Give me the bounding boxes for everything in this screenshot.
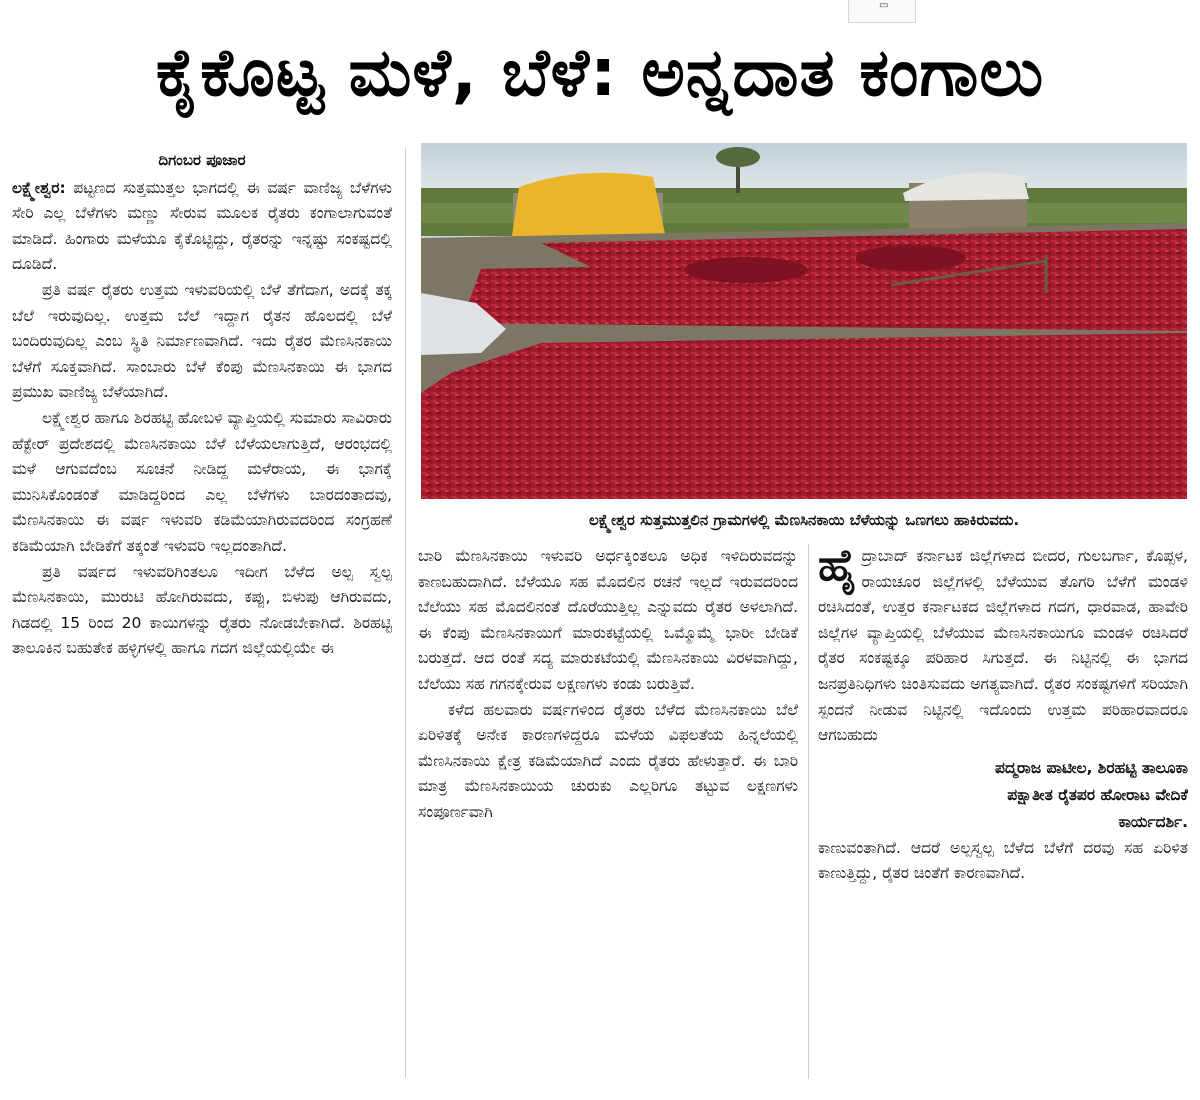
sidebar-paragraph [818,544,1188,749]
dateline: ಲಕ್ಷ್ಮೇಶ್ವರ: [12,178,66,197]
yellow-tarp-stack [511,173,667,243]
paragraph [12,176,392,278]
paragraph: ಕಳೆದ ಹಲವಾರು ವರ್ಷಗಳಿಂದ ರೈತರು ಬೆಳೆದ ಮೆಣಸಿನಕಾಯಿ ಬೆಲೆ ಏರಿಳಿತಕ್ಕೆ ಅನೇಕ ಕಾರಣಗಳಿದ್ದರೂ ಮಳೆಯ ವಿಫಲತೆಯ ಹಿನ್ನಲೆಯಲ್ಲಿ ಮೆಣಸಿನಕಾಯಿ ಕ್ಷೇತ್ರ ಕಡಿಮೆಯಾಗಿದೆ ಎಂದು ರೈತರು ಹೇಳುತ್ತಾರೆ. ಈ ಬಾರಿ ಮಾತ್ರ ಮೆಣಸಿನಕಾಯಿಯ ಚುರುಕು ಎಲ್ಲರಿಗೂ ತಟ್ಟುವ ಲಕ್ಷಣಗಳು ಸಂಪೂರ್ಣವಾಗಿ [418,700,798,821]
signature-block [818,755,1188,836]
corner-tab-icon: ▭ [879,0,889,11]
paragraph-text: ಪಟ್ಟಣದ ಸುತ್ತಮುತ್ತಲ ಭಾಗದಲ್ಲಿ ಈ ವರ್ಷ ವಾಣಿಜ್ಯ ಬೆಳೆಗಳು ಸೇರಿ ಎಲ್ಲ ಬೆಳೆಗಳು ಮಣ್ಣು ಸೇರುವ ಮೂಲಕ ರೈತರು ಕಂಗಾಲಾಗುವಂತೆ ಮಾಡಿದೆ. ಹಿಂಗಾರು ಮಳೆಯೂ ಕೈಕೊಟ್ಟಿದ್ದು, ರೈತರನ್ನು ಇನ್ನಷ್ಟು ಸಂಕಷ್ಟದಲ್ಲಿ ದೂಡಿದೆ. [12,178,392,274]
column-1 [12,148,392,1076]
photo-illustration [421,143,1187,499]
chili-drying-photo [421,143,1187,499]
chili-heap [684,257,808,283]
signature-name: ಪದ್ಮರಾಜ ಪಾಟೀಲ, ಶಿರಹಟ್ಟಿ ತಾಲೂಕಾ [995,758,1188,777]
signature-org: ಪಕ್ಷಾತೀತ ರೈತಪರ ಹೋರಾಟ ವೇದಿಕೆ [1007,785,1188,804]
photo-caption: ಲಕ್ಷ್ಮೇಶ್ವರ ಸುತ್ತಮುತ್ತಲಿನ ಗ್ರಾಮಗಳಲ್ಲಿ ಮೆಣಸಿನಕಾಯಿ ಬೆಳೆಯನ್ನು ಒಣಗಲು ಹಾಕಿರುವದು. [588,511,1020,529]
column-3 [818,544,1188,1079]
paragraph: ಕಾಣುವಂತಾಗಿದೆ. ಆದರೆ ಅಲ್ಪಸ್ವಲ್ಪ ಬೆಳೆದ ಬೆಳೆಗೆ ದರವು ಸಹ ಏರಿಳಿತ ಕಾಣುತ್ತಿದ್ದು, ರೈತರ ಚಿಂತೆಗೆ ಕಾರಣವಾಗಿದೆ. [818,838,1188,883]
byline: ದಿಗಂಬರ ಪೂಜಾರ [158,151,246,169]
chili-near-field [421,333,1187,499]
column-2 [418,544,798,1079]
paragraph: ಪ್ರತಿ ವರ್ಷ ರೈತರು ಉತ್ತಮ ಇಳುವರಿಯಲ್ಲಿ ಬೆಳೆ ತೆಗೆದಾಗ, ಅದಕ್ಕೆ ತಕ್ಕ ಬೆಲೆ ಇರುವುದಿಲ್ಲ. ಉತ್ತಮ ಬೆಲೆ ಇದ್ದಾಗ ರೈತನ ಹೊಲದಲ್ಲಿ ಬೆಳೆ ಬಂದಿರುವುದಿಲ್ಲ ಎಂಬ ಸ್ಥಿತಿ ನಿರ್ಮಾಣವಾಗಿದೆ. ಇದು ರೈತರ ಮೆಣಸಿನಕಾಯಿ ಬೆಳೆಗೆ ಸೂಕ್ತವಾಗಿದೆ. ಸಾಂಬಾರು ಬೆಳೆ ಕೆಂಪು ಮೆಣಸಿನಕಾಯಿ ಈ ಭಾಗದ ಪ್ರಮುಖ ವಾಣಿಜ್ಯ ಬೆಳೆಯಾಗಿದೆ. [12,280,392,402]
dropcap: ಹೈ [818,544,858,591]
paragraph: ಬಾರಿ ಮೆಣಸಿನಕಾಯಿ ಇಳುವರಿ ಅರ್ಧಕ್ಕಿಂತಲೂ ಅಧಿಕ ಇಳಿದಿರುವದನ್ನು ಕಾಣಬಹುದಾಗಿದೆ. ಬೆಳೆಯೂ ಸಹ ಮೊದಲಿನ ರಚನೆ ಇಲ್ಲದೆ ಇರುವದರಿಂದ ಬೆಲೆಯು ಸಹ ಮೊದಲಿನಂತೆ ದೊರೆಯುತ್ತಿಲ್ಲ ಎನ್ನುವದು ರೈತರ ಅಳಲಾಗಿದೆ. ಈ ಕೆಂಪು ಮೆಣಸಿನಕಾಯಿಗೆ ಮಾರುಕಟ್ಟೆಯಲ್ಲಿ ಒಮ್ಮೊಮ್ಮೆ ಭಾರೀ ಬೇಡಿಕೆ ಬರುತ್ತದೆ. ಆದ ರಂತೆ ಸದ್ಯ ಮಾರುಕಟೆಯಲ್ಲಿ ಮೆಣಸಿನಕಾಯಿ ವಿರಳವಾಗಿದ್ದು, ಬೆಲೆಯು ಸಹ ಗಗನಕ್ಕೇರುವ ಲಕ್ಷಣಗಳು ಕಂಡು ಬರುತ್ತಿವೆ. [418,547,798,693]
paragraph-text: ದ್ರಾಬಾದ್ ಕರ್ನಾಟಕ ಜಿಲ್ಲೆಗಳಾದ ಬೀದರ, ಗುಲಬರ್ಗಾ, ಕೊಪ್ಪಳ, ರಾಯಚೂರ ಜಿಲ್ಲೆಗಳಲ್ಲಿ ಬೆಳೆಯುವ ತೊಗರಿ ಬೆಳೆಗೆ ಮಂಡಳಿ ರಚಿಸಿದಂತೆ, ಉತ್ತರ ಕರ್ನಾಟಕದ ಜಿಲ್ಲೆಗಳಾದ ಗದಗ, ಧಾರವಾಡ, ಹಾವೇರಿ ಜಿಲ್ಲೆಗಳ ವ್ಯಾಪ್ತಿಯಲ್ಲಿ ಬೆಳೆಯುವ ಮೆಣಸಿನಕಾಯಿಗೂ ಮಂಡಳಿ ರಚಿಸಿದರೆ ರೈತರ ಸಂಕಷ್ಟಕ್ಕೂ ಪರಿಹಾರ ಸಿಗುತ್ತದೆ. ಈ ನಿಟ್ಟಿನಲ್ಲಿ ಈ ಭಾಗದ ಜನಪ್ರತಿನಿಧಿಗಳು ಚಿಂತಿಸುವದು ಅಗತ್ಯವಾಗಿದೆ. ರೈತರ ಸಂಕಷ್ಟಗಳಿಗೆ ಸರಿಯಾಗಿ ಸ್ಪಂದನೆ ನೀಡುವ ನಿಟ್ಟಿನಲ್ಲಿ ಇದೊಂದು ಉತ್ತಮ ಪರಿಹಾರವಾದರೂ ಆಗಬಹುದು [818,547,1188,745]
chili-heap [856,245,966,271]
column-divider [405,148,406,1078]
headline: ಕೈಕೊಟ್ಟ ಮಳೆ, ಬೆಳೆ: ಅನ್ನದಾತ ಕಂಗಾಲು [155,34,1045,111]
paragraph: ಲಕ್ಷ್ಮೇಶ್ವರ ಹಾಗೂ ಶಿರಹಟ್ಟಿ ಹೋಬಳಿ ವ್ಯಾಪ್ತಿಯಲ್ಲಿ ಸುಮಾರು ಸಾವಿರಾರು ಹೆಕ್ಟೇರ್ ಪ್ರದೇಶದಲ್ಲಿ ಮೆಣಸಿನಕಾಯಿ ಬೆಳೆ ಬೆಳೆಯಲಾಗುತ್ತಿದೆ, ಆರಂಭದಲ್ಲಿ ಮಳೆ ಆಗುವದೆಂಬ ಸೂಚನೆ ನೀಡಿದ್ದ ಮಳೆರಾಯ, ಈ ಭಾಗಕ್ಕೆ ಮುನಿಸಿಕೊಂಡಂತೆ ಮಾಡಿದ್ದರಿಂದ ಎಲ್ಲ ಬೆಳೆಗಳು ಬಾರದಂತಾದವು, ಮೆಣಸಿನಕಾಯಿ ಈ ವರ್ಷ ಇಳುವರಿ ಕಡಿಮೆಯಾಗಿರುವದರಿಂದ ಸಂಗ್ರಹಣೆ ಕಡಿಮೆಯಾಗಿ ಬೇಡಿಕೆಗೆ ತಕ್ಕಂತೆ ಇಳುವರಿ ಇಲ್ಲದಂತಾಗಿದೆ. [12,408,392,555]
column-divider [808,544,809,1079]
paragraph: ಪ್ರತಿ ವರ್ಷದ ಇಳುವರಿಗಿಂತಲೂ ಇದೀಗ ಬೆಳೆದ ಅಲ್ಪ ಸ್ವಲ್ಪ ಮೆಣಸಿನಕಾಯಿ, ಮುರುಟಿ ಹೋಗಿರುವದು, ಕಪ್ಪು, ಬಿಳುಪು ಆಗಿರುವದು, ಗಿಡದಲ್ಲಿ 15 ರಿಂದ 20 ಕಾಯಿಗಳನ್ನು ರೈತರು ನೋಡಬೇಕಾಗಿದೆ. ಶಿರಹಟ್ಟಿ ತಾಲೂಕಿನ ಬಹುತೇಕ ಹಳ್ಳಿಗಳಲ್ಲಿ ಹಾಗೂ ಗದಗ ಜಿಲ್ಲೆಯಲ್ಲಿಯೇ ಈ [12,562,392,658]
signature-title: ಕಾರ್ಯದರ್ಶಿ. [1118,812,1188,831]
